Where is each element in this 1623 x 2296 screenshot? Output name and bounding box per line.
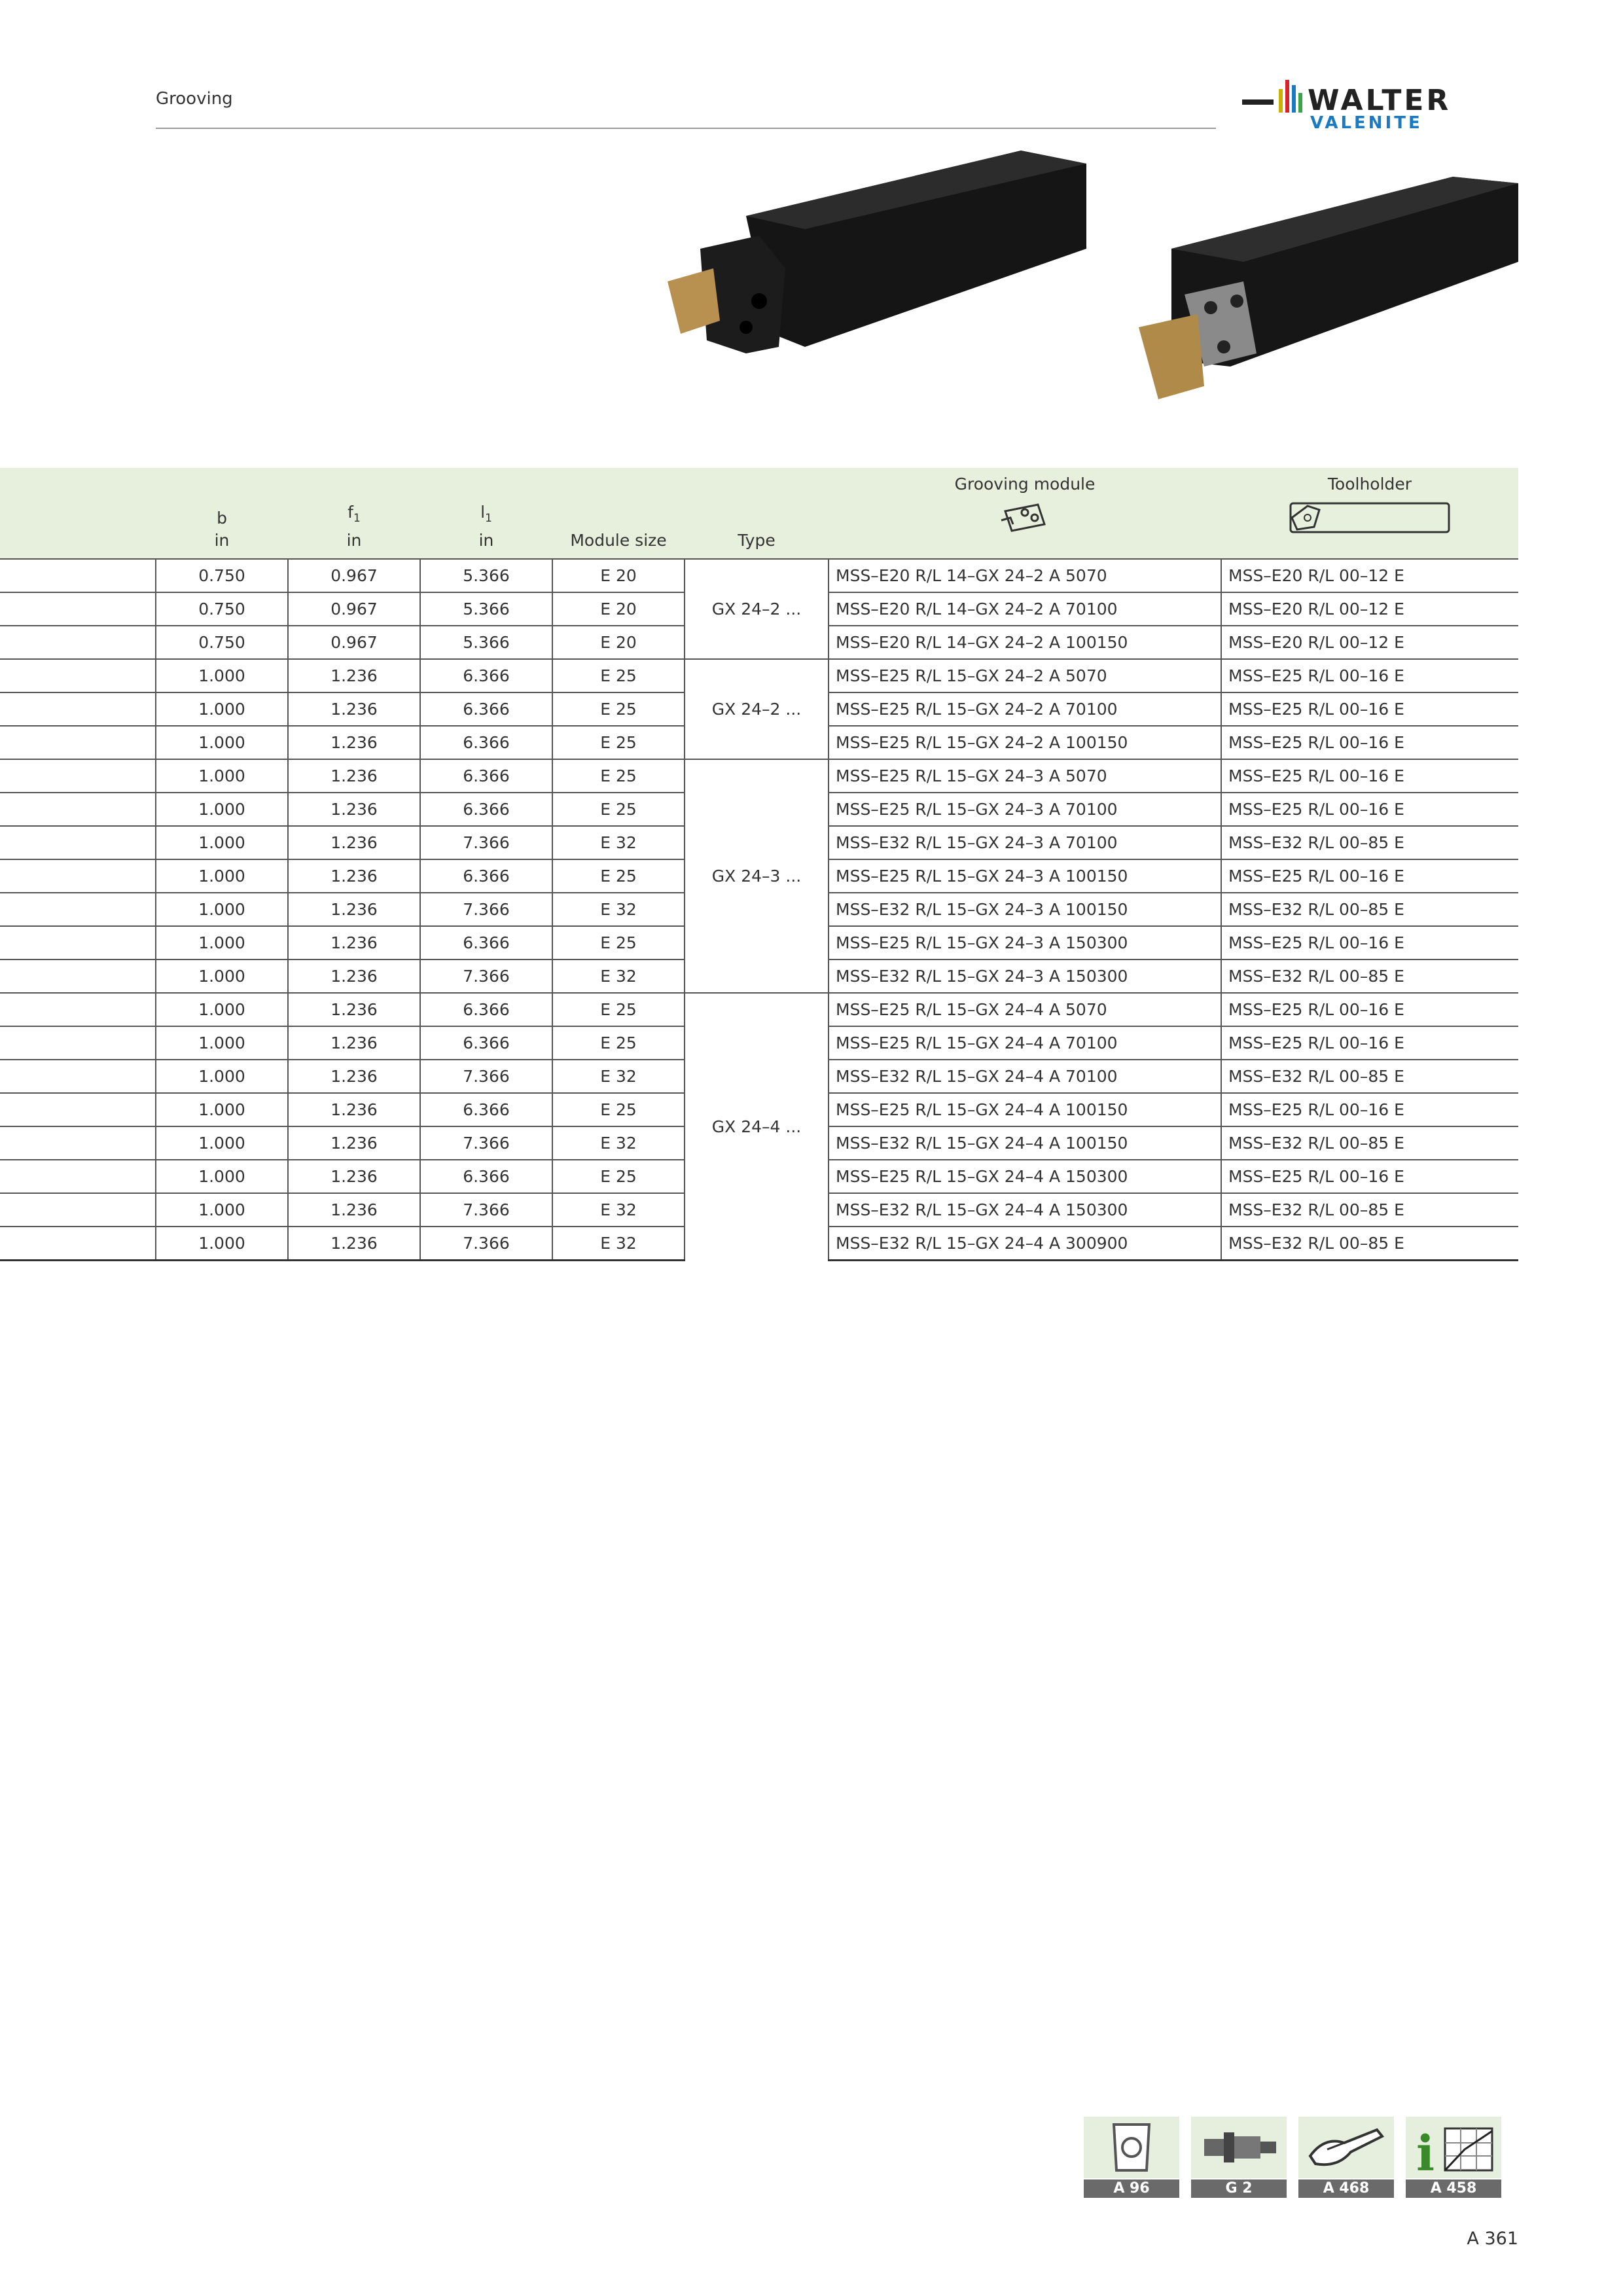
nav-tile-label: A 96 <box>1084 2179 1179 2198</box>
cell-b: 1.000 <box>156 1193 288 1227</box>
row-spacer-cell <box>0 960 156 993</box>
cell-f1: 1.236 <box>288 793 420 826</box>
table-row <box>0 759 1518 793</box>
cell-b: 1.000 <box>156 859 288 893</box>
cell-b: 1.000 <box>156 1227 288 1261</box>
cell-f1: 1.236 <box>288 893 420 926</box>
cell-f1: 1.236 <box>288 1160 420 1193</box>
cell-module-size: E 25 <box>552 1160 685 1193</box>
nav-tile-label: A 458 <box>1406 2179 1501 2198</box>
nav-tile-accessories[interactable] <box>1298 2117 1394 2198</box>
header-spacer <box>0 468 156 559</box>
header-f1: $f_1$ in <box>346 503 362 550</box>
row-spacer-cell <box>0 759 156 793</box>
header-grooving-module: Grooving module <box>829 468 1221 559</box>
cell-toolholder: MSS–E32 R/L 00–85 E <box>1221 960 1518 993</box>
cell-f1: 0.967 <box>288 626 420 659</box>
cell-grooving-module: MSS–E25 R/L 15–GX 24–3 A 100150 <box>829 859 1221 893</box>
cell-b: 1.000 <box>156 826 288 859</box>
cell-toolholder: MSS–E32 R/L 00–85 E <box>1221 1126 1518 1160</box>
row-spacer-cell <box>0 1227 156 1261</box>
cell-module-size: E 20 <box>552 559 685 592</box>
cell-toolholder: MSS–E32 R/L 00–85 E <box>1221 1227 1518 1261</box>
row-spacer-cell <box>0 692 156 726</box>
nav-tile-label: G 2 <box>1191 2179 1287 2198</box>
cell-grooving-module: MSS–E32 R/L 15–GX 24–3 A 70100 <box>829 826 1221 859</box>
cell-f1: 1.236 <box>288 659 420 692</box>
table-row <box>0 559 1518 592</box>
row-spacer-cell <box>0 1060 156 1093</box>
nav-tile-inserts[interactable] <box>1084 2117 1179 2198</box>
cell-toolholder: MSS–E25 R/L 00–16 E <box>1221 1160 1518 1193</box>
cell-b: 1.000 <box>156 692 288 726</box>
cell-toolholder: MSS–E20 R/L 00–12 E <box>1221 592 1518 626</box>
cell-b: 1.000 <box>156 1060 288 1093</box>
cell-module-size: E 20 <box>552 592 685 626</box>
cell-f1: 1.236 <box>288 1126 420 1160</box>
cell-module-size: E 25 <box>552 692 685 726</box>
cell-module-size: E 25 <box>552 926 685 960</box>
cell-toolholder: MSS–E25 R/L 00–16 E <box>1221 659 1518 692</box>
cell-l1: 5.366 <box>420 626 552 659</box>
row-spacer-cell <box>0 659 156 692</box>
wrench-hand-icon <box>1298 2117 1394 2178</box>
cell-b: 1.000 <box>156 893 288 926</box>
cell-toolholder: MSS–E25 R/L 00–16 E <box>1221 859 1518 893</box>
cell-l1: 7.366 <box>420 1060 552 1093</box>
cell-b: 0.750 <box>156 626 288 659</box>
cell-module-size: E 25 <box>552 659 685 692</box>
cell-l1: 7.366 <box>420 1227 552 1261</box>
cell-b: 1.000 <box>156 926 288 960</box>
cell-f1: 1.236 <box>288 960 420 993</box>
row-spacer-cell <box>0 1193 156 1227</box>
table-header-row <box>0 468 1518 559</box>
cell-module-size: E 32 <box>552 960 685 993</box>
cell-f1: 1.236 <box>288 692 420 726</box>
cell-f1: 1.236 <box>288 726 420 759</box>
row-spacer-cell <box>0 893 156 926</box>
cell-grooving-module: MSS–E25 R/L 15–GX 24–2 A 70100 <box>829 692 1221 726</box>
cell-toolholder: MSS–E20 R/L 00–12 E <box>1221 626 1518 659</box>
cell-b: 1.000 <box>156 1160 288 1193</box>
cell-l1: 6.366 <box>420 759 552 793</box>
cell-b: 1.000 <box>156 1126 288 1160</box>
cell-toolholder: MSS–E32 R/L 00–85 E <box>1221 826 1518 859</box>
page-number: A 361 <box>1467 2229 1518 2249</box>
cell-grooving-module: MSS–E25 R/L 15–GX 24–4 A 100150 <box>829 1093 1221 1126</box>
cell-l1: 6.366 <box>420 926 552 960</box>
cell-toolholder: MSS–E25 R/L 00–16 E <box>1221 993 1518 1026</box>
cell-module-size: E 32 <box>552 1227 685 1261</box>
cell-b: 1.000 <box>156 993 288 1026</box>
cell-grooving-module: MSS–E32 R/L 15–GX 24–3 A 150300 <box>829 960 1221 993</box>
cell-module-size: E 32 <box>552 1060 685 1093</box>
cell-b: 1.000 <box>156 1026 288 1060</box>
cell-type: GX 24–2 ... <box>685 659 829 759</box>
grooving-module-icon <box>999 498 1051 535</box>
cell-f1: 1.236 <box>288 1060 420 1093</box>
product-table <box>0 468 1518 1261</box>
cell-module-size: E 20 <box>552 626 685 659</box>
cell-b: 1.000 <box>156 659 288 692</box>
cell-grooving-module: MSS–E32 R/L 15–GX 24–4 A 100150 <box>829 1126 1221 1160</box>
cell-type: GX 24–2 ... <box>685 559 829 659</box>
cell-type: GX 24–4 ... <box>685 993 829 1261</box>
cell-module-size: E 25 <box>552 1093 685 1126</box>
cell-grooving-module: MSS–E25 R/L 15–GX 24–4 A 70100 <box>829 1026 1221 1060</box>
cell-grooving-module: MSS–E32 R/L 15–GX 24–4 A 300900 <box>829 1227 1221 1261</box>
grooving-tool-image-1 <box>641 137 1086 360</box>
walter-valenite-logo <box>1242 60 1517 139</box>
cell-f1: 1.236 <box>288 1227 420 1261</box>
cell-l1: 7.366 <box>420 960 552 993</box>
cell-module-size: E 32 <box>552 1193 685 1227</box>
row-spacer-cell <box>0 1160 156 1193</box>
table-row <box>0 659 1518 692</box>
cell-grooving-module: MSS–E25 R/L 15–GX 24–4 A 150300 <box>829 1160 1221 1193</box>
cell-l1: 7.366 <box>420 1193 552 1227</box>
cell-f1: 1.236 <box>288 993 420 1026</box>
nav-tile-label: A 468 <box>1298 2179 1394 2198</box>
cell-f1: 0.967 <box>288 559 420 592</box>
header-divider <box>156 128 1216 129</box>
cell-toolholder: MSS–E32 R/L 00–85 E <box>1221 1060 1518 1093</box>
header-module-size: Module size <box>570 531 667 550</box>
cell-l1: 6.366 <box>420 692 552 726</box>
cell-l1: 6.366 <box>420 1026 552 1060</box>
cell-toolholder: MSS–E25 R/L 00–16 E <box>1221 1026 1518 1060</box>
nav-tile-adapters[interactable] <box>1191 2117 1287 2198</box>
cell-toolholder: MSS–E32 R/L 00–85 E <box>1221 893 1518 926</box>
cell-grooving-module: MSS–E25 R/L 15–GX 24–3 A 150300 <box>829 926 1221 960</box>
cell-module-size: E 25 <box>552 726 685 759</box>
row-spacer-cell <box>0 559 156 592</box>
cell-f1: 1.236 <box>288 1093 420 1126</box>
cell-f1: 1.236 <box>288 1193 420 1227</box>
row-spacer-cell <box>0 826 156 859</box>
row-spacer-cell <box>0 626 156 659</box>
cell-module-size: E 32 <box>552 826 685 859</box>
cell-module-size: E 25 <box>552 993 685 1026</box>
cell-b: 0.750 <box>156 559 288 592</box>
grooving-tool-image-2 <box>1113 157 1518 406</box>
cell-module-size: E 25 <box>552 1026 685 1060</box>
header-toolholder: Toolholder <box>1221 468 1518 559</box>
table-row <box>0 993 1518 1026</box>
cell-l1: 5.366 <box>420 592 552 626</box>
cell-l1: 7.366 <box>420 1126 552 1160</box>
cell-b: 1.000 <box>156 793 288 826</box>
cell-grooving-module: MSS–E20 R/L 14–GX 24–2 A 5070 <box>829 559 1221 592</box>
cell-toolholder: MSS–E25 R/L 00–16 E <box>1221 726 1518 759</box>
header-b: b in <box>214 509 230 550</box>
cell-l1: 6.366 <box>420 1160 552 1193</box>
cell-toolholder: MSS–E32 R/L 00–85 E <box>1221 1193 1518 1227</box>
cell-b: 1.000 <box>156 726 288 759</box>
cell-f1: 0.967 <box>288 592 420 626</box>
row-spacer-cell <box>0 1093 156 1126</box>
cell-l1: 6.366 <box>420 726 552 759</box>
svg-text:WALTER: WALTER <box>1308 84 1452 117</box>
cell-toolholder: MSS–E25 R/L 00–16 E <box>1221 793 1518 826</box>
cell-f1: 1.236 <box>288 926 420 960</box>
cell-b: 1.000 <box>156 960 288 993</box>
cell-toolholder: MSS–E25 R/L 00–16 E <box>1221 926 1518 960</box>
cell-f1: 1.236 <box>288 759 420 793</box>
row-spacer-cell <box>0 793 156 826</box>
cell-l1: 6.366 <box>420 993 552 1026</box>
cell-toolholder: MSS–E25 R/L 00–16 E <box>1221 692 1518 726</box>
cell-module-size: E 32 <box>552 893 685 926</box>
svg-text:i: i <box>1416 2126 1435 2178</box>
cell-module-size: E 25 <box>552 759 685 793</box>
insert-icon <box>1084 2117 1179 2178</box>
header-type: Type <box>738 531 776 550</box>
tool-adapter-icon <box>1191 2117 1287 2178</box>
cell-f1: 1.236 <box>288 859 420 893</box>
cell-type: GX 24–3 ... <box>685 759 829 993</box>
toolholder-icon <box>1288 498 1452 535</box>
cell-l1: 6.366 <box>420 793 552 826</box>
cell-module-size: E 25 <box>552 793 685 826</box>
header-l1: $l_1$ in <box>478 503 494 550</box>
cell-toolholder: MSS–E20 R/L 00–12 E <box>1221 559 1518 592</box>
cell-grooving-module: MSS–E25 R/L 15–GX 24–2 A 5070 <box>829 659 1221 692</box>
row-spacer-cell <box>0 926 156 960</box>
info-chart-icon <box>1406 2117 1501 2178</box>
svg-text:VALENITE: VALENITE <box>1310 113 1423 133</box>
row-spacer-cell <box>0 726 156 759</box>
cell-module-size: E 25 <box>552 859 685 893</box>
nav-tile-technical-info[interactable] <box>1406 2117 1501 2198</box>
cell-l1: 7.366 <box>420 826 552 859</box>
cell-grooving-module: MSS–E20 R/L 14–GX 24–2 A 70100 <box>829 592 1221 626</box>
row-spacer-cell <box>0 1126 156 1160</box>
cell-grooving-module: MSS–E20 R/L 14–GX 24–2 A 100150 <box>829 626 1221 659</box>
cell-toolholder: MSS–E25 R/L 00–16 E <box>1221 1093 1518 1126</box>
row-spacer-cell <box>0 592 156 626</box>
cell-l1: 7.366 <box>420 893 552 926</box>
cell-l1: 6.366 <box>420 1093 552 1126</box>
cell-l1: 6.366 <box>420 859 552 893</box>
cell-b: 0.750 <box>156 592 288 626</box>
cell-b: 1.000 <box>156 759 288 793</box>
cell-l1: 6.366 <box>420 659 552 692</box>
cell-b: 1.000 <box>156 1093 288 1126</box>
section-title: Grooving <box>156 89 233 109</box>
cell-l1: 5.366 <box>420 559 552 592</box>
cell-toolholder: MSS–E25 R/L 00–16 E <box>1221 759 1518 793</box>
cell-f1: 1.236 <box>288 826 420 859</box>
cell-grooving-module: MSS–E25 R/L 15–GX 24–3 A 5070 <box>829 759 1221 793</box>
cell-module-size: E 32 <box>552 1126 685 1160</box>
cell-grooving-module: MSS–E32 R/L 15–GX 24–3 A 100150 <box>829 893 1221 926</box>
row-spacer-cell <box>0 993 156 1026</box>
cell-grooving-module: MSS–E32 R/L 15–GX 24–4 A 150300 <box>829 1193 1221 1227</box>
cell-f1: 1.236 <box>288 1026 420 1060</box>
row-spacer-cell <box>0 1026 156 1060</box>
row-spacer-cell <box>0 859 156 893</box>
cell-grooving-module: MSS–E32 R/L 15–GX 24–4 A 70100 <box>829 1060 1221 1093</box>
cell-grooving-module: MSS–E25 R/L 15–GX 24–2 A 100150 <box>829 726 1221 759</box>
cell-grooving-module: MSS–E25 R/L 15–GX 24–4 A 5070 <box>829 993 1221 1026</box>
cell-grooving-module: MSS–E25 R/L 15–GX 24–3 A 70100 <box>829 793 1221 826</box>
